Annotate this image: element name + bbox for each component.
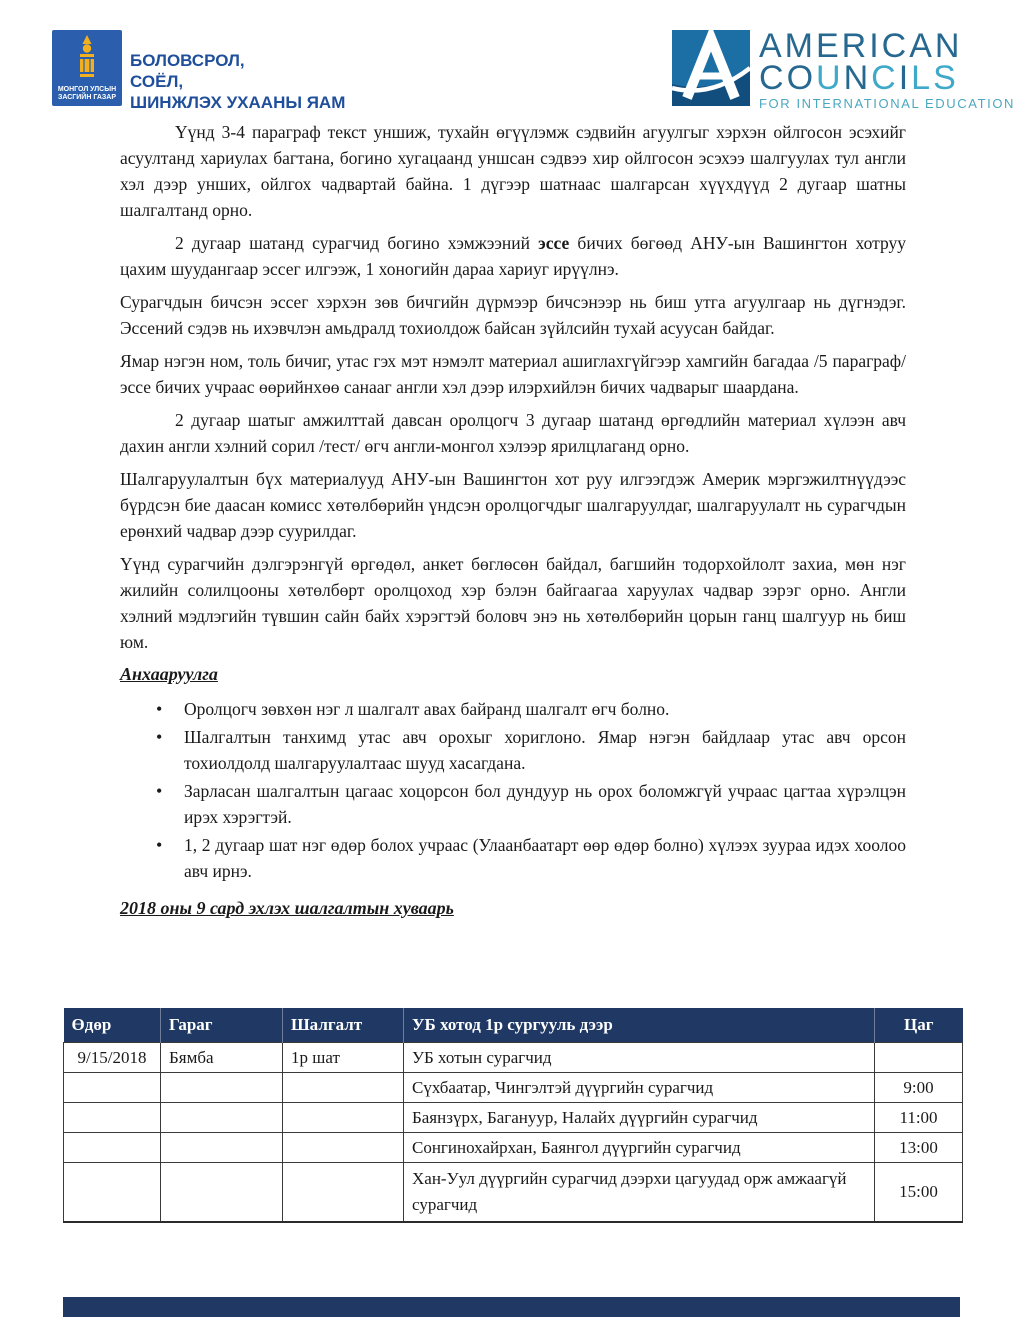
- paragraph-5: 2 дугаар шатыг амжилттай давсан оролцогч 3 дугаар шатанд өргөдлийн материал хүлээн авч дахин англи хэлний сорил /тест/ өгч англи-монгол хэлээр ярилцлаганд орно.: [120, 410, 906, 456]
- cell-date: [64, 1073, 161, 1103]
- cell-date: [64, 1163, 161, 1223]
- soyombo-emblem-icon: [74, 35, 100, 79]
- cell-location: Сүхбаатар, Чингэлтэй дүүргийн сурагчид: [404, 1073, 875, 1103]
- ministry-line-2: СОЁЛ,: [130, 72, 184, 91]
- cell-time: 13:00: [875, 1133, 963, 1163]
- schedule-table: [63, 1008, 963, 1223]
- next-page-table-header-bar: [63, 1297, 960, 1317]
- cell-time: [875, 1043, 963, 1073]
- cell-date: [64, 1133, 161, 1163]
- american-councils-wordmark: [759, 27, 1016, 111]
- bold-term: эссе: [538, 233, 570, 253]
- warning-bullet-4: • 1, 2 дугаар шат нэг өдөр болох учраас (Улаанбаатарт өөр өдөр болно) хүлээх зуураа идэх хоолоо авч ирнэ.: [120, 832, 906, 884]
- warning-bullet-2: • Шалгалтын танхимд утас авч орохыг хориглоно. Ямар нэгэн байдлаар утас авч орсон тохиолдолд шалгаруулалтаас шууд хасагдана.: [120, 724, 906, 776]
- paragraph-1: Үүнд 3-4 параграф текст уншиж, тухайн өгүүлэмж сэдвийн агуулгыг хэрхэн ойлгосон эсэхийг асуултанд хариулах багтана, богино хугацаанд уншсан сэдвээ хир ойлгосон эсэхээ шалгуулах тул англи хэл дээр унших, ойлгох чадвартай байна. 1 дүгээр шатнаас шалгарсан хүүхдүүд 2 дугаар шатны шалгалтанд орно.: [120, 122, 906, 220]
- ministry-name: [130, 50, 345, 113]
- paragraph-7: Үүнд сурагчийн дэлгэрэнгүй өргөдөл, анкет бөглөсөн байдал, багшийн тодорхойлолт захиа, мөн нэг жилийн солилцооны хөтөлбөрт оролцоход хэр бэлэн байгаагаа харуулах чадвар зэрэг орно. Англи хэлний мэдлэгийн түвшин сайн байх хэрэгтэй боловч энэ нь хөтөлбөрийн цорын ганц шалгуур нь биш юм.: [120, 554, 906, 652]
- cell-weekday: [161, 1163, 283, 1223]
- table-row: [64, 1043, 963, 1073]
- cell-location: Баянзүрх, Багануур, Налайх дүүргийн сурагчид: [404, 1103, 875, 1133]
- cell-weekday: [161, 1133, 283, 1163]
- table-header-row: [64, 1008, 963, 1043]
- cell-time: 15:00: [875, 1163, 963, 1223]
- schedule-heading: 2018 оны 9 сард эхлэх шалгалтын хуваарь: [120, 898, 454, 918]
- cell-exam: [283, 1133, 404, 1163]
- american-councils-mark-icon: [672, 30, 750, 106]
- cell-exam: [283, 1073, 404, 1103]
- cell-location: Сонгинохайрхан, Баянгол дүүргийн сурагчид: [404, 1133, 875, 1163]
- cell-exam: 1р шат: [283, 1043, 404, 1073]
- table-row: [64, 1103, 963, 1133]
- paragraph-3: Сурагчдын бичсэн эссег хэрхэн зөв бичгийн дүрмээр бичсэнээр нь биш утга агуулгаар нь дүгнэдэг. Эссений сэдэв нь ихэвчлэн амьдралд тохиолдож байсан зүйлсийн тухай асуусан байдаг.: [120, 292, 906, 338]
- paragraph-6: Шалгаруулалтын бүх материалууд АНУ-ын Вашингтон хот руу илгээгдэж Америк мэргэжилтнүүдээс бүрдсэн бие даасан комисс хөтөлбөрийн үндсэн оролцогчдыг шалгаруулдаг, шалгаруулалт нь сурагчдын ерөнхий чадвар дээр суурилдаг.: [120, 469, 906, 541]
- american-councils-logo: [672, 27, 1016, 111]
- document-body: [120, 119, 906, 920]
- table-row: [64, 1133, 963, 1163]
- cell-time: 11:00: [875, 1103, 963, 1133]
- cell-date: [64, 1103, 161, 1133]
- paragraph-2: 2 дугаар шатанд сурагчид богино хэмжээний эссе бичих бөгөөд АНУ-ын Вашингтон хотруу цахим шуудангаар эссег илгээж, 1 хоногийн дараа хариуг ирүүлнэ.: [120, 233, 906, 279]
- cell-weekday: [161, 1073, 283, 1103]
- warning-bullet-1: • Оролцогч зөвхөн нэг л шалгалт авах байранд шалгалт өгч болно.: [120, 696, 906, 722]
- table-row: [64, 1163, 963, 1223]
- warning-list: [120, 696, 906, 884]
- cell-location: Хан-Уул дүүргийн сурагчид дээрхи цагуудад орж амжаагүй сурагчид: [404, 1163, 875, 1223]
- header-cell-day-date: Өдөр: [64, 1008, 161, 1043]
- ministry-line-1: БОЛОВСРОЛ,: [130, 51, 245, 70]
- warning-heading: Анхааруулга: [120, 664, 218, 684]
- ac-word-american: AMERICAN: [759, 27, 963, 65]
- paragraph-4: Ямар нэгэн ном, толь бичиг, утас гэх мэт нэмэлт материал ашиглахгүйгээр хамгийн багадаа /5 параграф/ эссе бичих учраас өөрийнхөө санааг англи хэл дээр илэрхийлэн бичих чадварыг шаардана.: [120, 351, 906, 397]
- cell-location: УБ хотын сурагчид: [404, 1043, 875, 1073]
- cell-exam: [283, 1103, 404, 1133]
- header-cell-location: УБ хотод 1р сургууль дээр: [404, 1008, 875, 1043]
- cell-date: 9/15/2018: [64, 1043, 161, 1073]
- header-cell-time: Цаг: [875, 1008, 963, 1043]
- government-logo-caption: МОНГОЛ УЛСЫН ЗАСГИЙН ГАЗАР: [57, 86, 117, 101]
- warning-bullet-3: • Зарласан шалгалтын цагаас хоцорсон бол дундуур нь орох боломжгүй учраас цагтаа хүрэлцэн ирэх хэрэгтэй.: [120, 778, 906, 830]
- header-cell-exam: Шалгалт: [283, 1008, 404, 1043]
- ac-word-councils: COUNCILS: [759, 59, 959, 97]
- cell-exam: [283, 1163, 404, 1223]
- cell-time: 9:00: [875, 1073, 963, 1103]
- table-row: [64, 1073, 963, 1103]
- ac-tagline: FOR INTERNATIONAL EDUCATION: [759, 96, 1016, 111]
- cell-weekday: [161, 1103, 283, 1133]
- government-logo: [52, 30, 122, 106]
- ministry-line-3: ШИНЖЛЭХ УХААНЫ ЯАМ: [130, 93, 346, 112]
- header-cell-weekday: Гараг: [161, 1008, 283, 1043]
- cell-weekday: Бямба: [161, 1043, 283, 1073]
